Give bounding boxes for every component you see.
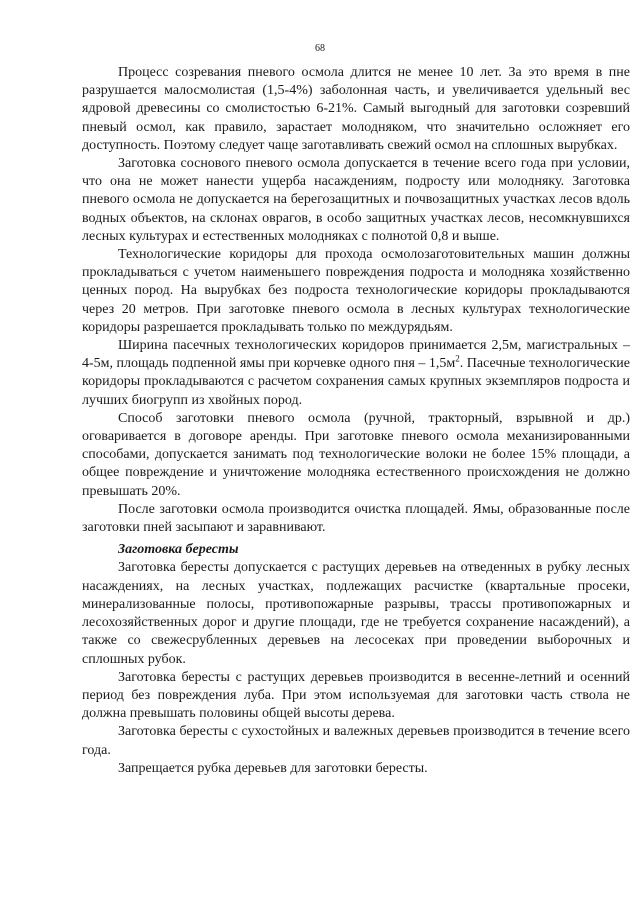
paragraph-resin-harvest-conditions: Заготовка соснового пневого осмола допускается в течение всего года при условии, что она не может нанести ущерба насаждениям, подросту или молодняку. Заготовка пневого осмола не допускается на берегозащитных и почвозащитных участках лесов вдоль водных объектов, на склонах оврагов, в особо защитных участках лесов, несомкнувшихся лесных культурах и естественных молодняках с полнотой 0,8 и выше. [82, 156, 630, 244]
section-heading-birch-bark: Заготовка бересты [118, 542, 239, 558]
paragraph-birch-bark-prohibition: Запрещается рубка деревьев для заготовки бересты. [118, 760, 428, 776]
document-body [82, 64, 630, 778]
paragraph-technological-corridors: Технологические коридоры для прохода осмолозаготовительных машин должны прокладываться с учетом наименьшего повреждения подроста и молодняка хозяйственно ценных пород. На вырубках без подроста технологические коридоры прокладываются через 20 метров. При заготовке пневого осмола в лесных культурах технологические коридоры разрешается прокладывать только по междурядьям. [82, 247, 630, 335]
paragraph-birch-bark-deadwood: Заготовка бересты с сухостойных и валежных деревьев производится в течение всего года. [82, 724, 630, 758]
page-number: 68 [315, 43, 325, 54]
paragraph-site-cleanup: После заготовки осмола производится очистка площадей. Ямы, образованные после заготовки пней засыпают и заравнивают. [82, 501, 630, 536]
corridor-width-text: Ширина пасечных технологических коридоров принимается 2,5м, магистральных – 4-5м, площадь подпенной ямы при корчевке одного пня – 1,5м [82, 338, 630, 372]
corridor-width-text-cont: . Пасечные технологические коридоры прокладываются с расчетом сохранения самых крупных экземпляров подроста и лучших биогрупп из хвойных пород. [82, 356, 630, 408]
superscript-square: 2 [455, 353, 460, 364]
paragraph-birch-bark-allowed: Заготовка бересты допускается с растущих деревьев на отведенных в рубку лесных насаждениях, на лесных участках, подлежащих расчистке (квартальные просеки, минерализованные полосы, противопожарные разрывы, трассы противопожарных и лесохозяйственных дорог и другие площади, где не требуется сохранение насаждений), а также со свежесрубленных деревьев на лесосеках при проведении выборочных и сплошных рубок. [82, 560, 630, 667]
paragraph-harvest-method: Способ заготовки пневого осмола (ручной, тракторный, взрывной и др.) оговаривается в договоре аренды. При заготовке пневого осмола механизированными способами, допускается занимать под технологические волоки не более 15% площади, а общее повреждение и уничтожение молодняка естественного происхождения не должно превышать 20%. [82, 410, 630, 499]
paragraph-corridor-width [82, 337, 630, 410]
paragraph-birch-bark-season: Заготовка бересты с растущих деревьев производится в весенне-летний и осенний период без повреждения луба. При этом используемая для заготовки часть ствола не должна превышать половины общей высоты дерева. [82, 669, 630, 722]
paragraph-resin-maturation: Процесс созревания пневого осмола длится не менее 10 лет. За это время в пне разрушается малосмолистая (1,5-4%) заболонная часть, и увеличивается удельный вес ядровой древесины со смолистостью 6-21%. Самый выгодный для заготовки созревший пневый осмол, как правило, зарастает молодняком, что значительно осложняет его доступность. Поэтому следует чаще заготавливать свежий осмол на сплошных вырубках. [82, 65, 630, 153]
